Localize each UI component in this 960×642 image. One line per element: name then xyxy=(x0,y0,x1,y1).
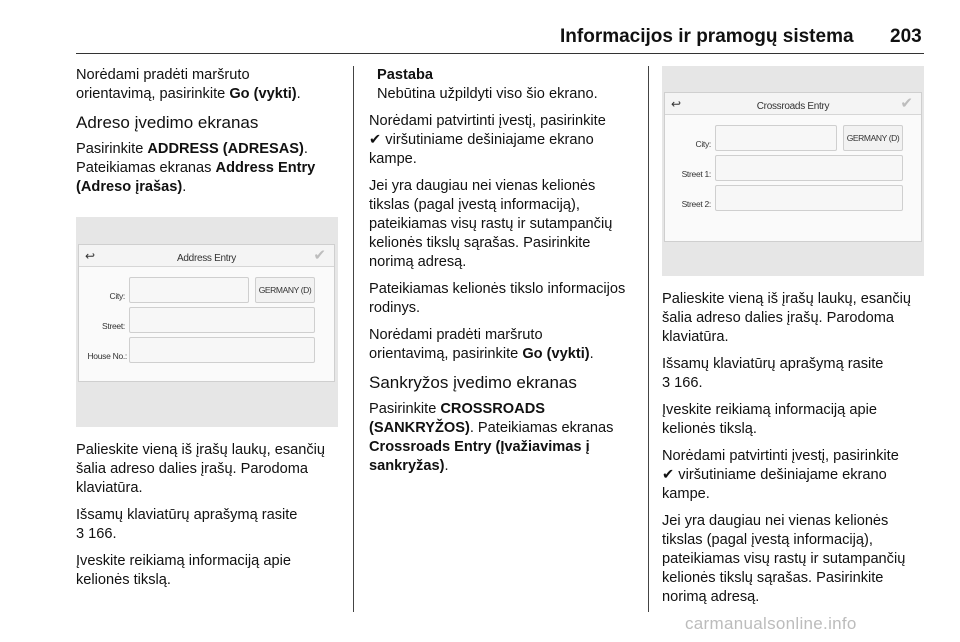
column-3 xyxy=(662,66,924,615)
house-no-field xyxy=(129,337,315,363)
city-label: City: xyxy=(695,139,711,149)
city-field xyxy=(715,125,837,151)
enter-info-paragraph: Įveskite reikiamą informaciją apie kelionės tikslą. xyxy=(662,402,877,437)
checkmark-icon: ✔ xyxy=(369,132,382,148)
column-2 xyxy=(369,66,639,484)
header-divider xyxy=(76,53,924,54)
multiple-destinations-paragraph: Jei yra daugiau nei vienas kelionės tikslas (pagal įvestą informaciją), pateikiamas visų rastų ir sutampančių kelionės tikslų sąrašas. Pasirinkite norimą adresą. xyxy=(662,513,906,605)
intro-paragraph: Norėdami pradėti maršruto orientavimą, pasirinkite Go (vykti). xyxy=(76,67,301,102)
select-address-paragraph: Pasirinkite ADDRESS (ADRESAS). Pateikiamas ekranas Address Entry (Adreso įrašas). xyxy=(76,141,316,195)
crossroads-entry-screenshot xyxy=(662,66,924,276)
screen-title: Crossroads Entry xyxy=(756,101,830,112)
start-guidance-paragraph: Norėdami pradėti maršruto orientavimą, pasirinkite Go (vykti). xyxy=(369,327,594,362)
multiple-destinations-paragraph: Jei yra daugiau nei vienas kelionės tikslas (pagal įvestą informaciją), pateikiamas visų rastų ir sutampančių kelionės tikslų sąrašas. Pasirinkite norimą adresą. xyxy=(369,178,613,270)
street-2-label: Street 2: xyxy=(681,199,711,209)
address-entry-screenshot xyxy=(76,217,338,427)
column-divider-2 xyxy=(648,66,649,612)
screen-title: Address Entry xyxy=(177,253,236,264)
country-button: GERMANY (D) xyxy=(843,125,903,151)
note-label: Pastaba xyxy=(377,67,433,83)
back-icon: ↩ xyxy=(671,97,682,111)
confirm-paragraph: Norėdami patvirtinti įvestį, pasirinkite ✔ viršutiniame dešiniajame ekrano kampe. xyxy=(369,113,606,167)
checkmark-icon: ✔ xyxy=(313,247,326,264)
street-1-label: Street 1: xyxy=(681,169,711,179)
country-button: GERMANY (D) xyxy=(255,277,315,303)
checkmark-icon: ✔ xyxy=(662,467,675,483)
keyboard-ref-paragraph: Išsamų klaviatūrų aprašymą rasite 3 166. xyxy=(662,356,884,391)
tap-field-paragraph: Palieskite vieną iš įrašų laukų, esančių šalia adreso dalies įrašų. Parodoma klaviatūra. xyxy=(662,291,912,345)
column-divider-1 xyxy=(353,66,354,612)
note-text: Nebūtina užpildyti viso šio ekrano. xyxy=(377,86,598,102)
watermark: carmanualsonline.info xyxy=(685,614,857,633)
house-no-label: House No.: xyxy=(87,351,127,361)
street-2-field xyxy=(715,185,903,211)
page-number: 203 xyxy=(890,26,922,47)
city-label: City: xyxy=(109,291,125,301)
destination-info-paragraph: Pateikiamas kelionės tikslo informacijos rodinys. xyxy=(369,281,626,316)
page-title: Informacijos ir pramogų sistema xyxy=(560,26,854,47)
street-1-field xyxy=(715,155,903,181)
street-field xyxy=(129,307,315,333)
keyboard-ref-paragraph: Išsamų klaviatūrų aprašymą rasite 3 166. xyxy=(76,507,298,542)
checkmark-icon: ✔ xyxy=(900,95,913,112)
street-label: Street: xyxy=(102,321,125,331)
select-crossroads-paragraph: Pasirinkite CROSSROADS (SANKRYŽOS). Pateikiamas ekranas Crossroads Entry (Įvažiavimas į sankryžas). xyxy=(369,401,614,474)
back-icon: ↩ xyxy=(85,249,96,263)
column-1 xyxy=(76,66,338,598)
enter-info-paragraph: Įveskite reikiamą informaciją apie kelionės tikslą. xyxy=(76,553,291,588)
tap-field-paragraph: Palieskite vieną iš įrašų laukų, esančių šalia adreso dalies įrašų. Parodoma klaviatūra. xyxy=(76,442,326,496)
city-field xyxy=(129,277,249,303)
confirm-paragraph: Norėdami patvirtinti įvestį, pasirinkite ✔ viršutiniame dešiniajame ekrano kampe. xyxy=(662,448,899,502)
section-heading-address: Adreso įvedimo ekranas xyxy=(76,113,259,132)
section-heading-crossroads: Sankryžos įvedimo ekranas xyxy=(369,373,577,392)
